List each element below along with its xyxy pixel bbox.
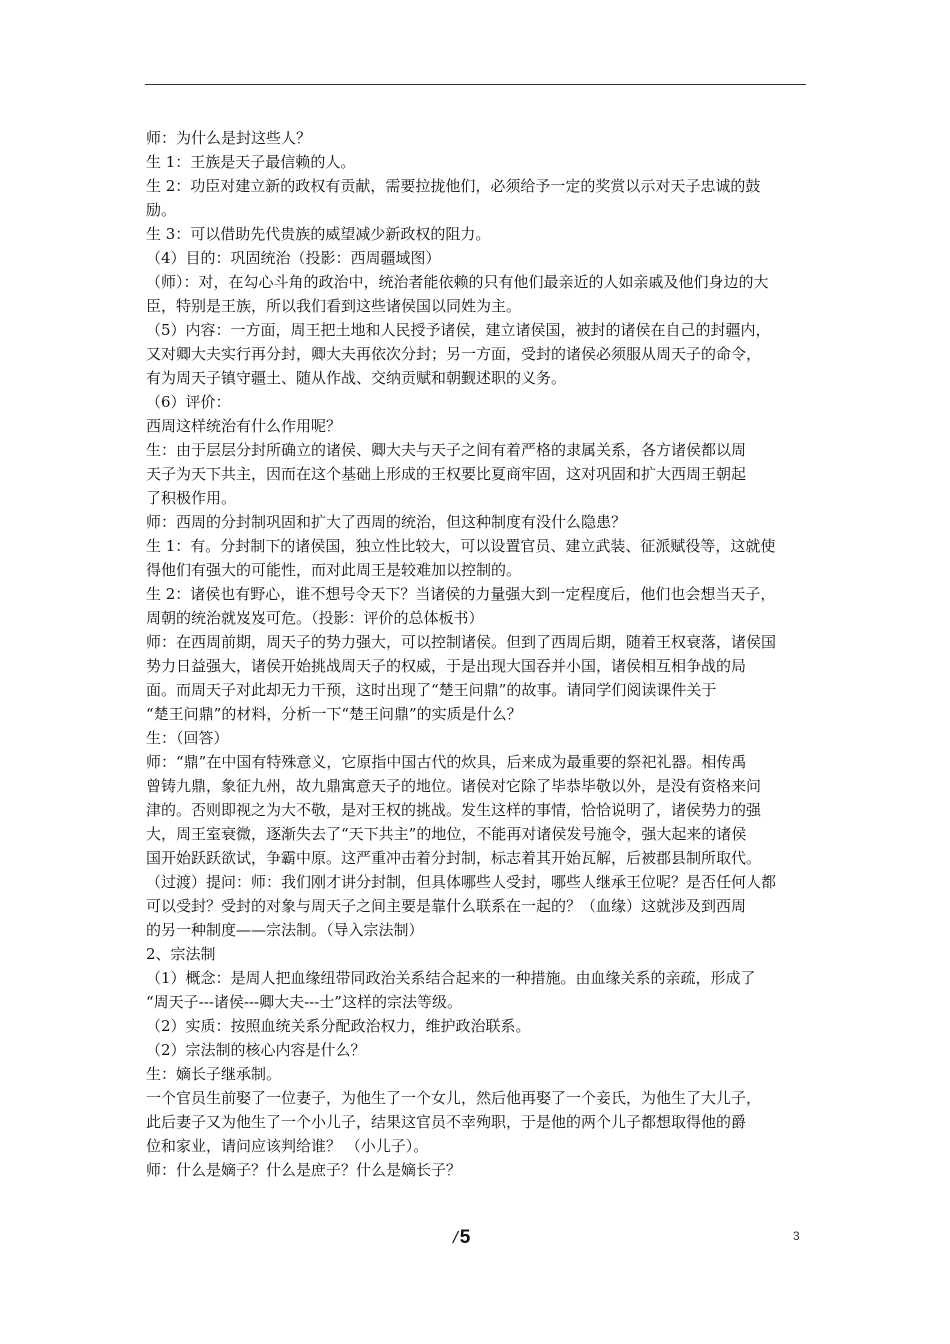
document-body — [146, 126, 808, 1182]
text-line: 生 3：可以借助先代贵族的威望减少新政权的阻力。 — [146, 225, 491, 243]
text-line: 生：嫡长子继承制。 — [146, 1065, 282, 1083]
page-number: 3 — [793, 1229, 800, 1243]
text-line: 西周这样统治有什么作用呢？ — [146, 417, 342, 435]
text-line: 生 2：诸侯也有野心，谁不想号令天下？当诸侯的力量强大到一定程度后，他们也会想当天子， — [146, 585, 776, 603]
text-line: （过渡）提问：师：我们刚才讲分封制，但具体哪些人受封，哪些人继承王位呢？是否任何人都 — [146, 873, 777, 891]
text-line: 臣，特别是王族，所以我们看到这些诸侯国以同姓为主。 — [146, 297, 522, 315]
text-line: （2）宗法制的核心内容是什么？ — [146, 1041, 366, 1059]
text-line: “楚王问鼎”的材料，分析一下“楚王问鼎”的实质是什么？ — [146, 705, 522, 723]
text-line: 曾铸九鼎，象征九州，故九鼎寓意天子的地位。诸侯对它除了毕恭毕敬以外，是没有资格来问 — [146, 777, 762, 795]
page-count-total: 5 — [459, 1227, 471, 1248]
text-line: 津的。否则即视之为大不敬，是对王权的挑战。发生这样的事情，恰恰说明了，诸侯势力的强 — [146, 801, 762, 819]
header-rule — [145, 84, 806, 85]
text-line: 师：西周的分封制巩固和扩大了西周的统治，但这种制度有没什么隐患？ — [146, 513, 627, 531]
text-line: （5）内容：一方面，周王把土地和人民授予诸侯，建立诸侯国，被封的诸侯在自己的封疆内， — [146, 321, 771, 339]
text-line: 势力日益强大，诸侯开始挑战周天子的权威，于是出现大国吞并小国，诸侯相互相争战的局 — [146, 657, 747, 675]
text-line: 天子为天下共主，因而在这个基础上形成的王权要比夏商牢固，这对巩固和扩大西周王朝起 — [146, 465, 747, 483]
text-line: 了积极作用。 — [146, 489, 237, 507]
text-line: 生：（回答） — [146, 729, 229, 747]
text-line: 有为周天子镇守疆土、随从作战、交纳贡赋和朝觐述职的义务。 — [146, 369, 567, 387]
text-line: “周天子---诸侯---卿大夫---士”这样的宗法等级。 — [146, 993, 462, 1011]
text-line: 一个官员生前娶了一位妻子，为他生了一个女儿，然后他再娶了一个妾氏，为他生了大儿子， — [146, 1089, 762, 1107]
text-line: 得他们有强大的可能性，而对此周王是较难加以控制的。 — [146, 561, 522, 579]
text-line: 大，周王室衰微，逐渐失去了“天下共主”的地位，不能再对诸侯发号施令，强大起来的诸侯 — [146, 825, 747, 843]
text-line: （师）：对，在勾心斗角的政治中，统治者能依赖的只有他们最亲近的人如亲戚及他们身边的大 — [146, 273, 769, 291]
text-line: 2、宗法制 — [146, 945, 216, 963]
text-line: 周朝的统治就岌岌可危。（投影：评价的总体板书） — [146, 609, 484, 627]
text-line: 生 2：功臣对建立新的政权有贡献，需要拉拢他们，必须给予一定的奖赏以示对天子忠诚的鼓 — [146, 177, 761, 195]
page-count — [453, 1227, 470, 1249]
text-line: 生：由于层层分封所确立的诸侯、卿大夫与天子之间有着严格的隶属关系，各方诸侯都以周 — [146, 441, 747, 459]
text-line: 此后妻子又为他生了一个小儿子，结果这官员不幸殉职，于是他的两个儿子都想取得他的爵 — [146, 1113, 747, 1131]
text-line: （6）评价： — [146, 393, 231, 411]
text-line: 生 1：王族是天子最信赖的人。 — [146, 153, 356, 171]
text-line: 师：在西周前期，周天子的势力强大，可以控制诸侯。但到了西周后期，随着王权衰落，诸侯国 — [146, 633, 777, 651]
text-line: 位和家业，请问应该判给谁？ （小儿子）。 — [146, 1137, 429, 1155]
text-line: 师：为什么是封这些人？ — [146, 129, 312, 147]
text-line: 可以受封？受封的对象与周天子之间主要是靠什么联系在一起的？（血缘）这就涉及到西周 — [146, 897, 747, 915]
text-line: 面。而周天子对此却无力干预，这时出现了“楚王问鼎”的故事。请同学们阅读课件关于 — [146, 681, 717, 699]
text-line: 国开始跃跃欲试，争霸中原。这严重冲击着分封制，标志着其开始瓦解，后被郡县制所取代。 — [146, 849, 762, 867]
text-line: （2）实质：按照血统关系分配政治权力，维护政治联系。 — [146, 1017, 531, 1035]
text-line: 又对卿大夫实行再分封，卿大夫再依次分封；另一方面，受封的诸侯必须服从周天子的命令， — [146, 345, 762, 363]
text-line: （1）概念：是周人把血缘纽带同政治关系结合起来的一种措施。由血缘关系的亲疏，形成了 — [146, 969, 756, 987]
text-line: （4）目的：巩固统治（投影：西周疆域图） — [146, 249, 441, 267]
text-line: 师：什么是嫡子？什么是庶子？什么是嫡长子？ — [146, 1161, 462, 1179]
text-line: 师：“鼎”在中国有特殊意义，它原指中国古代的炊具，后来成为最重要的祭祀礼器。相传禹 — [146, 753, 747, 771]
text-line: 励。 — [146, 201, 177, 219]
text-line: 生 1：有。分封制下的诸侯国，独立性比较大，可以设置官员、建立武装、征派赋役等，这就使 — [146, 537, 776, 555]
text-line: 的另一种制度——宗法制。（导入宗法制） — [146, 921, 424, 939]
page-count-slash: / — [453, 1228, 458, 1247]
